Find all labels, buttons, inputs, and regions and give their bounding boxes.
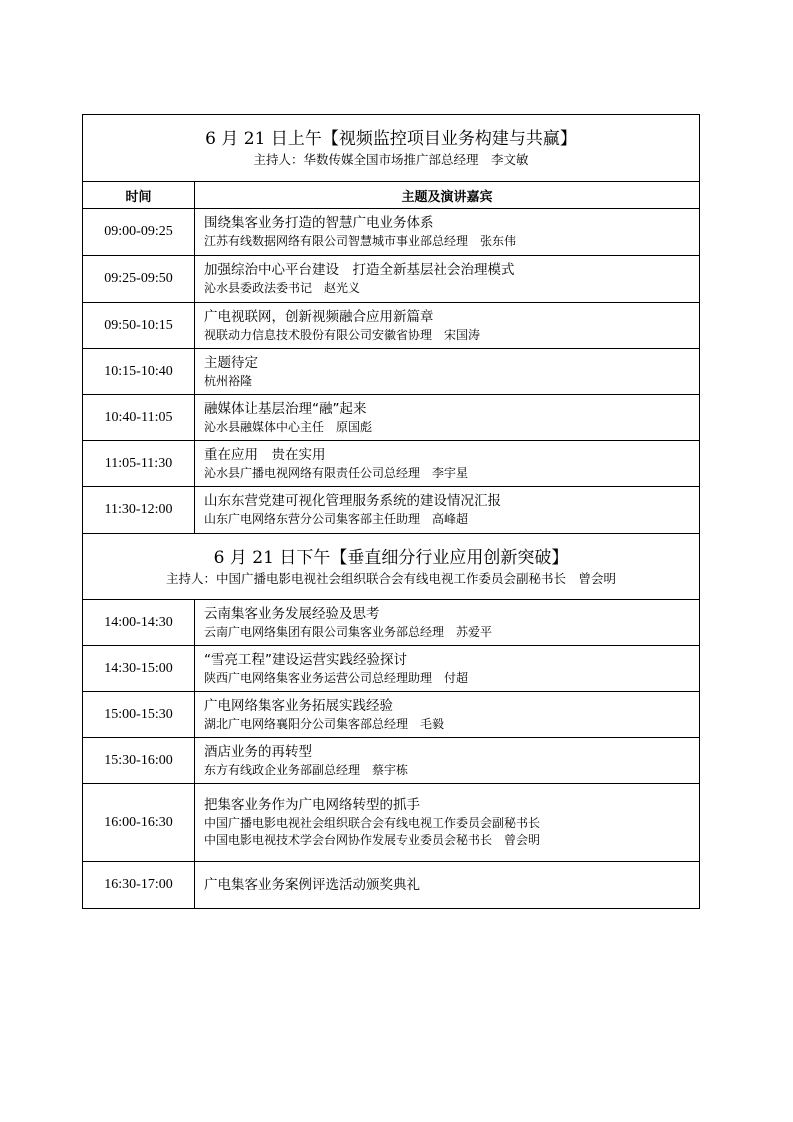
agenda-row [83, 209, 700, 256]
talk-topic: 山东东营党建可视化管理服务系统的建设情况汇报 [204, 493, 501, 509]
time-slot: 14:30-15:00 [83, 646, 195, 692]
session-title: 6 月 21 日下午【垂直细分行业应用创新突破】 [213, 547, 569, 568]
agenda-row [83, 487, 700, 534]
topic-cell [195, 862, 700, 909]
topic-cell [195, 441, 700, 487]
time-slot: 09:00-09:25 [83, 209, 195, 256]
agenda-row [83, 692, 700, 738]
time-slot: 14:00-14:30 [83, 600, 195, 646]
topic-cell [195, 209, 700, 256]
talk-speaker: 杭州裕隆 [204, 373, 253, 388]
session-host: 主持人：中国广播电影电视社会组织联合会有线电视工作委员会副秘书长 曾会明 [165, 570, 616, 586]
agenda-row [83, 784, 700, 862]
agenda-row [83, 441, 700, 487]
agenda-row [83, 349, 700, 395]
agenda-row [83, 303, 700, 349]
time-slot: 15:00-15:30 [83, 692, 195, 738]
agenda-row [83, 256, 700, 303]
column-header-row [83, 182, 700, 209]
topic-cell [195, 349, 700, 395]
agenda-table [82, 114, 700, 909]
talk-speaker: 中国广播电影电视社会组织联合会有线电视工作委员会副秘书长 [204, 816, 541, 830]
topic-cell [195, 692, 700, 738]
talk-speaker: 东方有线政企业务部副总经理 蔡宇栋 [204, 762, 409, 777]
topic-cell [195, 487, 700, 534]
time-slot: 09:50-10:15 [83, 303, 195, 349]
talk-speaker: 沁水县委政法委书记 赵光义 [204, 281, 361, 295]
talk-topic: 广电视联网，创新视频融合应用新篇章 [204, 308, 434, 325]
session-header-cell [83, 115, 700, 182]
talk-speaker-second-line: 中国电影电视技术学会台网协作发展专业委员会秘书长 曾会明 [204, 833, 541, 847]
talk-speaker: 视联动力信息技术股份有限公司安徽省协理 宋国涛 [204, 327, 481, 342]
time-slot: 16:30-17:00 [83, 862, 195, 909]
talk-topic: 酒店业务的再转型 [204, 743, 312, 760]
session-header-morning [83, 115, 700, 182]
topic-cell [195, 395, 700, 441]
agenda-row [83, 862, 700, 909]
agenda-row [83, 395, 700, 441]
talk-speaker: 沁水县融媒体中心主任 原国彪 [204, 419, 373, 434]
session-title: 6 月 21 日上午【视频监控项目业务构建与共赢】 [205, 129, 577, 149]
talk-topic: 融媒体让基层治理“融”起来 [204, 400, 367, 417]
talk-speaker: 沁水县广播电视网络有限责任公司总经理 李宇星 [204, 465, 469, 480]
talk-topic: 加强综治中心平台建设 打造全新基层社会治理模式 [204, 262, 515, 278]
talk-topic: 广电集客业务案例评选活动颁奖典礼 [204, 876, 420, 893]
topic-cell [195, 784, 700, 862]
talk-topic: 围绕集客业务打造的智慧广电业务体系 [204, 215, 434, 231]
session-header-cell [83, 534, 700, 600]
talk-speaker: 江苏有线数据网络有限公司智慧城市事业部总经理 张东伟 [204, 234, 517, 248]
agenda-row [83, 646, 700, 692]
talk-topic: 把集客业务作为广电网络转型的抓手 [204, 797, 420, 813]
time-slot: 11:30-12:00 [83, 487, 195, 534]
time-slot: 16:00-16:30 [83, 784, 195, 862]
session-header-afternoon [83, 534, 700, 600]
agenda-row [83, 738, 700, 784]
talk-topic: 主题待定 [204, 354, 258, 371]
time-slot: 09:25-09:50 [83, 256, 195, 303]
session-host: 主持人：华数传媒全国市场推广部总经理 李文敏 [253, 152, 529, 167]
talk-speaker: 山东广电网络东营分公司集客部主任助理 高峰超 [204, 512, 469, 526]
agenda-row [83, 600, 700, 646]
topic-cell [195, 256, 700, 303]
topic-cell [195, 600, 700, 646]
time-slot: 15:30-16:00 [83, 738, 195, 784]
talk-topic: 重在应用 贵在实用 [204, 446, 326, 463]
time-slot: 11:05-11:30 [83, 441, 195, 487]
talk-topic: “雪亮工程”建设运营实践经验探讨 [204, 651, 407, 668]
topic-cell [195, 303, 700, 349]
column-header-topic: 主题及演讲嘉宾 [195, 182, 700, 209]
time-slot: 10:15-10:40 [83, 349, 195, 395]
time-slot: 10:40-11:05 [83, 395, 195, 441]
talk-topic: 云南集客业务发展经验及思考 [204, 605, 380, 622]
column-header-time: 时间 [83, 182, 195, 209]
topic-cell [195, 646, 700, 692]
talk-speaker: 云南广电网络集团有限公司集客业务部总经理 苏爱平 [204, 624, 493, 639]
talk-topic: 广电网络集客业务拓展实践经验 [204, 697, 393, 714]
talk-speaker: 湖北广电网络襄阳分公司集客部总经理 毛毅 [204, 716, 445, 731]
topic-cell [195, 738, 700, 784]
talk-speaker: 陕西广电网络集客业务运营公司总经理助理 付超 [204, 670, 469, 685]
